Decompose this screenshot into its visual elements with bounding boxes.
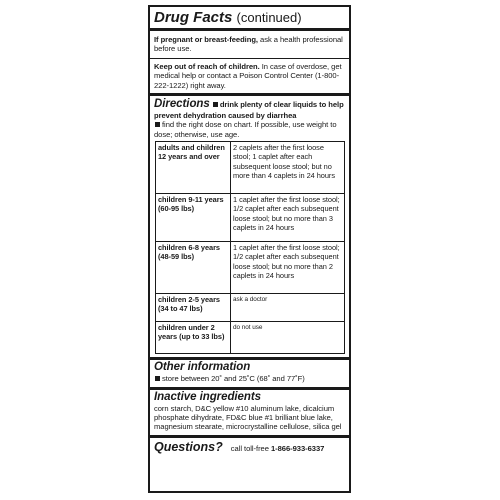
directions-section: [150, 96, 349, 357]
dose-cell: 1 caplet after the first loose stool; 1/2 caplet after each subsequent loose stool; but no more than 2 caplets in 24 hours: [231, 242, 345, 294]
table-row: [156, 294, 345, 322]
table-row: [156, 194, 345, 242]
keep-out-warning-bold: Keep out of reach of children.: [154, 61, 260, 71]
continued-label: (continued): [236, 10, 302, 25]
dose-cell: 2 caplets after the first loose stool; 1 caplet after each subsequent loose stool; but no more than 4 caplets in 24 hours: [231, 142, 345, 194]
dose-cell: 1 caplet after the first loose stool; 1/2 caplet after each subsequent loose stool; but no more than 3 caplets in 24 hours: [231, 194, 345, 242]
questions-title: Questions?: [154, 439, 223, 454]
age-cell: children 2-5 years (34 to 47 lbs): [156, 294, 231, 322]
drug-facts-title: Drug Facts: [154, 9, 233, 26]
other-information-text: store between 20˚ and 25˚C (68˚ and 77˚F): [162, 374, 305, 384]
table-row: [156, 242, 345, 294]
keep-out-warning-text: In case of overdose, get medical help or contact a Poison Control Center (1-800-222-1222) right away.: [154, 61, 342, 90]
age-cell: children under 2 years (up to 33 lbs): [156, 322, 231, 354]
bullet-icon: [155, 122, 160, 127]
pregnancy-warning-text: ask a health professional before use.: [154, 35, 343, 54]
directions-bullet-2: find the right dose on chart. If possible, use weight to dose; otherwise, use age.: [154, 120, 337, 139]
pregnancy-warning-bold: If pregnant or breast-feeding,: [154, 35, 258, 44]
questions-text: [231, 444, 325, 453]
phone-number: 1-866-933-6337: [270, 443, 325, 453]
dosage-table: [155, 141, 345, 354]
directions-bullet-1: drink plenty of clear liquids to help prevent dehydration caused by diarrhea: [154, 100, 344, 121]
drug-facts-header: [150, 7, 349, 28]
inactive-ingredients-title: Inactive ingredients: [154, 390, 262, 403]
toll-free-label: call toll-free: [230, 443, 269, 453]
age-cell: children 9-11 years (60-95 lbs): [156, 194, 231, 242]
pregnancy-warning: [150, 31, 349, 55]
other-information-title: Other information: [154, 361, 251, 374]
table-row: [156, 142, 345, 194]
table-row: [156, 322, 345, 354]
directions-title: Directions: [154, 98, 210, 111]
dose-cell: ask a doctor: [231, 294, 345, 322]
keep-out-warning: [150, 59, 349, 93]
questions-section: [150, 438, 349, 457]
dose-cell: do not use: [231, 322, 345, 354]
other-information-section: [150, 360, 349, 386]
inactive-ingredients-text: corn starch, D&C yellow #10 aluminum lake, dicalcium phosphate dihydrate, FD&C blue #1 brilliant blue lake, magnesium stearate, microcrystalline cellulose, silica gel: [154, 403, 342, 432]
bullet-icon: [213, 102, 218, 107]
age-cell: children 6-8 years (48-59 lbs): [156, 242, 231, 294]
bullet-icon: [155, 376, 160, 381]
inactive-ingredients-section: [150, 390, 349, 435]
age-cell: adults and children 12 years and over: [156, 142, 231, 194]
drug-facts-panel: [148, 5, 351, 493]
